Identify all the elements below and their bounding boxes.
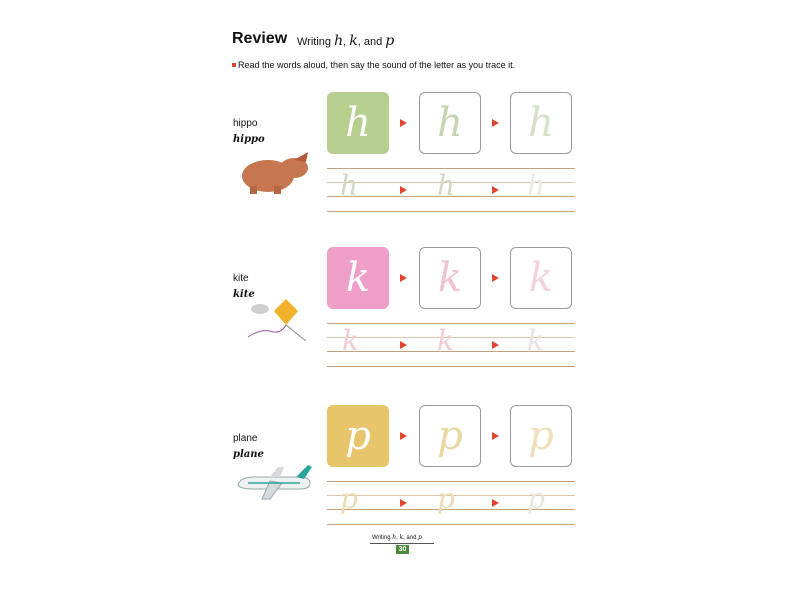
line-trace-2: k: [437, 324, 454, 357]
subtitle-letter-h: h: [334, 33, 344, 49]
letter-model: p: [345, 413, 371, 459]
letter-box-trace-2: [510, 247, 572, 309]
arrow-right-icon: [492, 499, 499, 507]
arrow-right-icon: [400, 432, 407, 440]
footer-sep1: ,: [396, 535, 398, 541]
subtitle-sep1: ,: [343, 36, 347, 48]
letter-box-trace-1: [419, 92, 481, 154]
word-print: hippo: [233, 118, 258, 129]
line-trace-3: k: [527, 324, 544, 357]
arrow-right-icon: [400, 341, 407, 349]
line-trace-1: h: [340, 169, 359, 202]
title-review: Review: [232, 30, 288, 47]
airplane-illustration: [234, 461, 318, 501]
bullet-icon: [232, 63, 236, 67]
letter-box-trace-1: [419, 247, 481, 309]
practice-row-k: [0, 245, 800, 385]
line-trace-3: p: [527, 482, 545, 515]
practice-row-h: [0, 90, 800, 230]
line-trace-1: k: [342, 324, 359, 357]
practice-row-p: [0, 403, 800, 543]
letter-box-filled: [327, 405, 389, 467]
page-number: 30: [396, 545, 409, 554]
letter-trace-faint: h: [528, 100, 554, 146]
letter-box-filled: [327, 92, 389, 154]
line-trace-2: p: [437, 482, 455, 515]
subtitle-prefix: Writing: [297, 36, 332, 48]
word-print: kite: [233, 273, 249, 284]
arrow-right-icon: [400, 274, 407, 282]
letter-model: h: [345, 100, 371, 146]
word-print: plane: [233, 433, 258, 444]
hippo-illustration: [238, 148, 310, 194]
line-trace-3: h: [527, 169, 546, 202]
subtitle-letter-p: p: [385, 33, 395, 49]
arrow-right-icon: [492, 341, 499, 349]
arrow-right-icon: [492, 432, 499, 440]
kite-illustration: [240, 297, 310, 343]
footer-letter-h: h: [392, 534, 397, 541]
word-cursive: kite: [233, 289, 255, 300]
letter-trace: k: [437, 255, 463, 301]
arrow-right-icon: [400, 186, 407, 194]
letter-box-trace-1: [419, 405, 481, 467]
letter-trace-faint: k: [528, 255, 554, 301]
line-trace-2: h: [437, 169, 456, 202]
instruction: [232, 60, 515, 70]
footer-caption: [372, 534, 422, 541]
arrow-right-icon: [492, 274, 499, 282]
arrow-right-icon: [492, 119, 499, 127]
arrow-right-icon: [400, 119, 407, 127]
letter-trace: h: [437, 100, 463, 146]
arrow-right-icon: [492, 186, 499, 194]
word-cursive: hippo: [233, 134, 265, 145]
line-trace-1: p: [340, 482, 358, 515]
footer-letter-k: k: [399, 534, 404, 541]
word-cursive: plane: [233, 449, 264, 460]
subtitle-sep2: , and: [357, 36, 383, 48]
footer-prefix: Writing: [372, 535, 391, 541]
letter-trace-faint: p: [528, 413, 554, 459]
arrow-right-icon: [400, 499, 407, 507]
footer-sep2: , and: [403, 535, 417, 541]
letter-model: k: [345, 255, 371, 301]
letter-box-filled: [327, 247, 389, 309]
letter-box-trace-2: [510, 405, 572, 467]
letter-trace: p: [437, 413, 463, 459]
footer-divider: [370, 543, 434, 544]
subtitle-letter-k: k: [349, 33, 358, 49]
letter-box-trace-2: [510, 92, 572, 154]
title-subtitle: [297, 33, 394, 49]
footer-letter-p: p: [418, 534, 422, 541]
instruction-text: Read the words aloud, then say the sound of the letter as you trace it.: [238, 60, 516, 70]
